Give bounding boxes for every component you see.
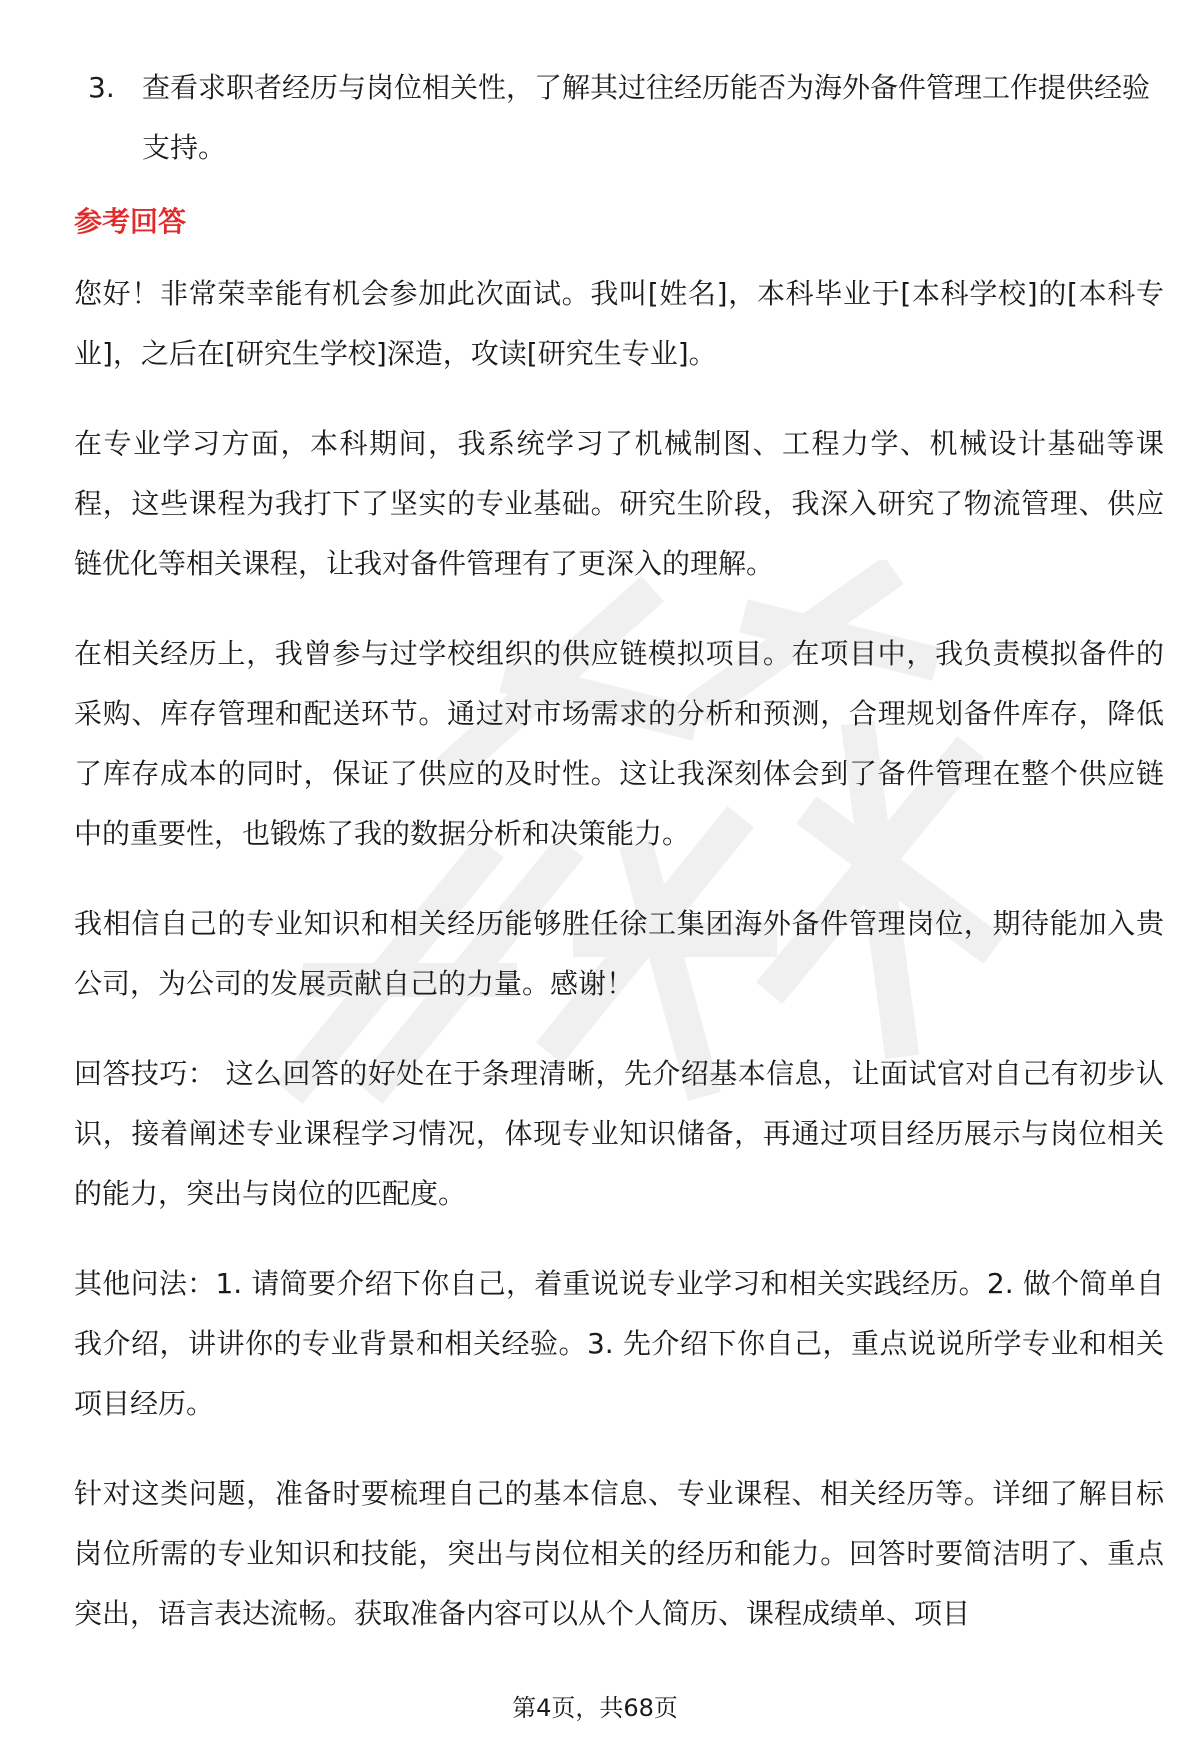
page-footer: 第4页，共68页 <box>512 1694 678 1722</box>
paragraph-experience: 在相关经历上，我曾参与过学校组织的供应链模拟项目。在项目中，我负责模拟备件的采购、库存管理和配送环节。通过对市场需求的分析和预测，合理规划备件库存，降低了库存成本的同时，保证了供应的及时性。这让我深刻体会到了备件管理在整个供应链中的重要性，也锻炼了我的数据分析和决策能力。 <box>74 637 1164 850</box>
numbered-list-item <box>74 58 1164 178</box>
document-body <box>74 58 1164 1644</box>
paragraph-intro: 您好！非常荣幸能有机会参加此次面试。我叫[姓名]，本科毕业于[本科学校]的[本科专业]，之后在[研究生学校]深造，攻读[研究生专业]。 <box>74 277 1164 370</box>
list-number: 3. <box>88 71 115 104</box>
paragraph-study: 在专业学习方面，本科期间，我系统学习了机械制图、工程力学、机械设计基础等课程，这些课程为我打下了坚实的专业基础。研究生阶段，我深入研究了物流管理、供应链优化等相关课程，让我对备件管理有了更深入的理解。 <box>74 427 1164 580</box>
paragraph-preparation: 针对这类问题，准备时要梳理自己的基本信息、专业课程、相关经历等。详细了解目标岗位所需的专业知识和技能，突出与岗位相关的经历和能力。回答时要简洁明了、重点突出，语言表达流畅。获取准备内容可以从个人简历、课程成绩单、项目 <box>74 1477 1164 1630</box>
section-heading: 参考回答 <box>74 205 187 238</box>
list-text: 查看求职者经历与岗位相关性，了解其过往经历能否为海外备件管理工作提供经验支持。 <box>142 71 1151 164</box>
paragraph-closing: 我相信自己的专业知识和相关经历能够胜任徐工集团海外备件管理岗位，期待能加入贵公司，为公司的发展贡献自己的力量。感谢！ <box>74 907 1164 1000</box>
paragraph-alternatives: 其他问法：1. 请简要介绍下你自己，着重说说专业学习和相关实践经历。2. 做个简单自我介绍，讲讲你的专业背景和相关经验。3. 先介绍下你自己，重点说说所学专业和相关项目经历。 <box>74 1267 1164 1420</box>
paragraph-tips: 回答技巧： 这么回答的好处在于条理清晰，先介绍基本信息，让面试官对自己有初步认识，接着阐述专业课程学习情况，体现专业知识储备，再通过项目经历展示与岗位相关的能力，突出与岗位的匹配度。 <box>74 1057 1164 1210</box>
